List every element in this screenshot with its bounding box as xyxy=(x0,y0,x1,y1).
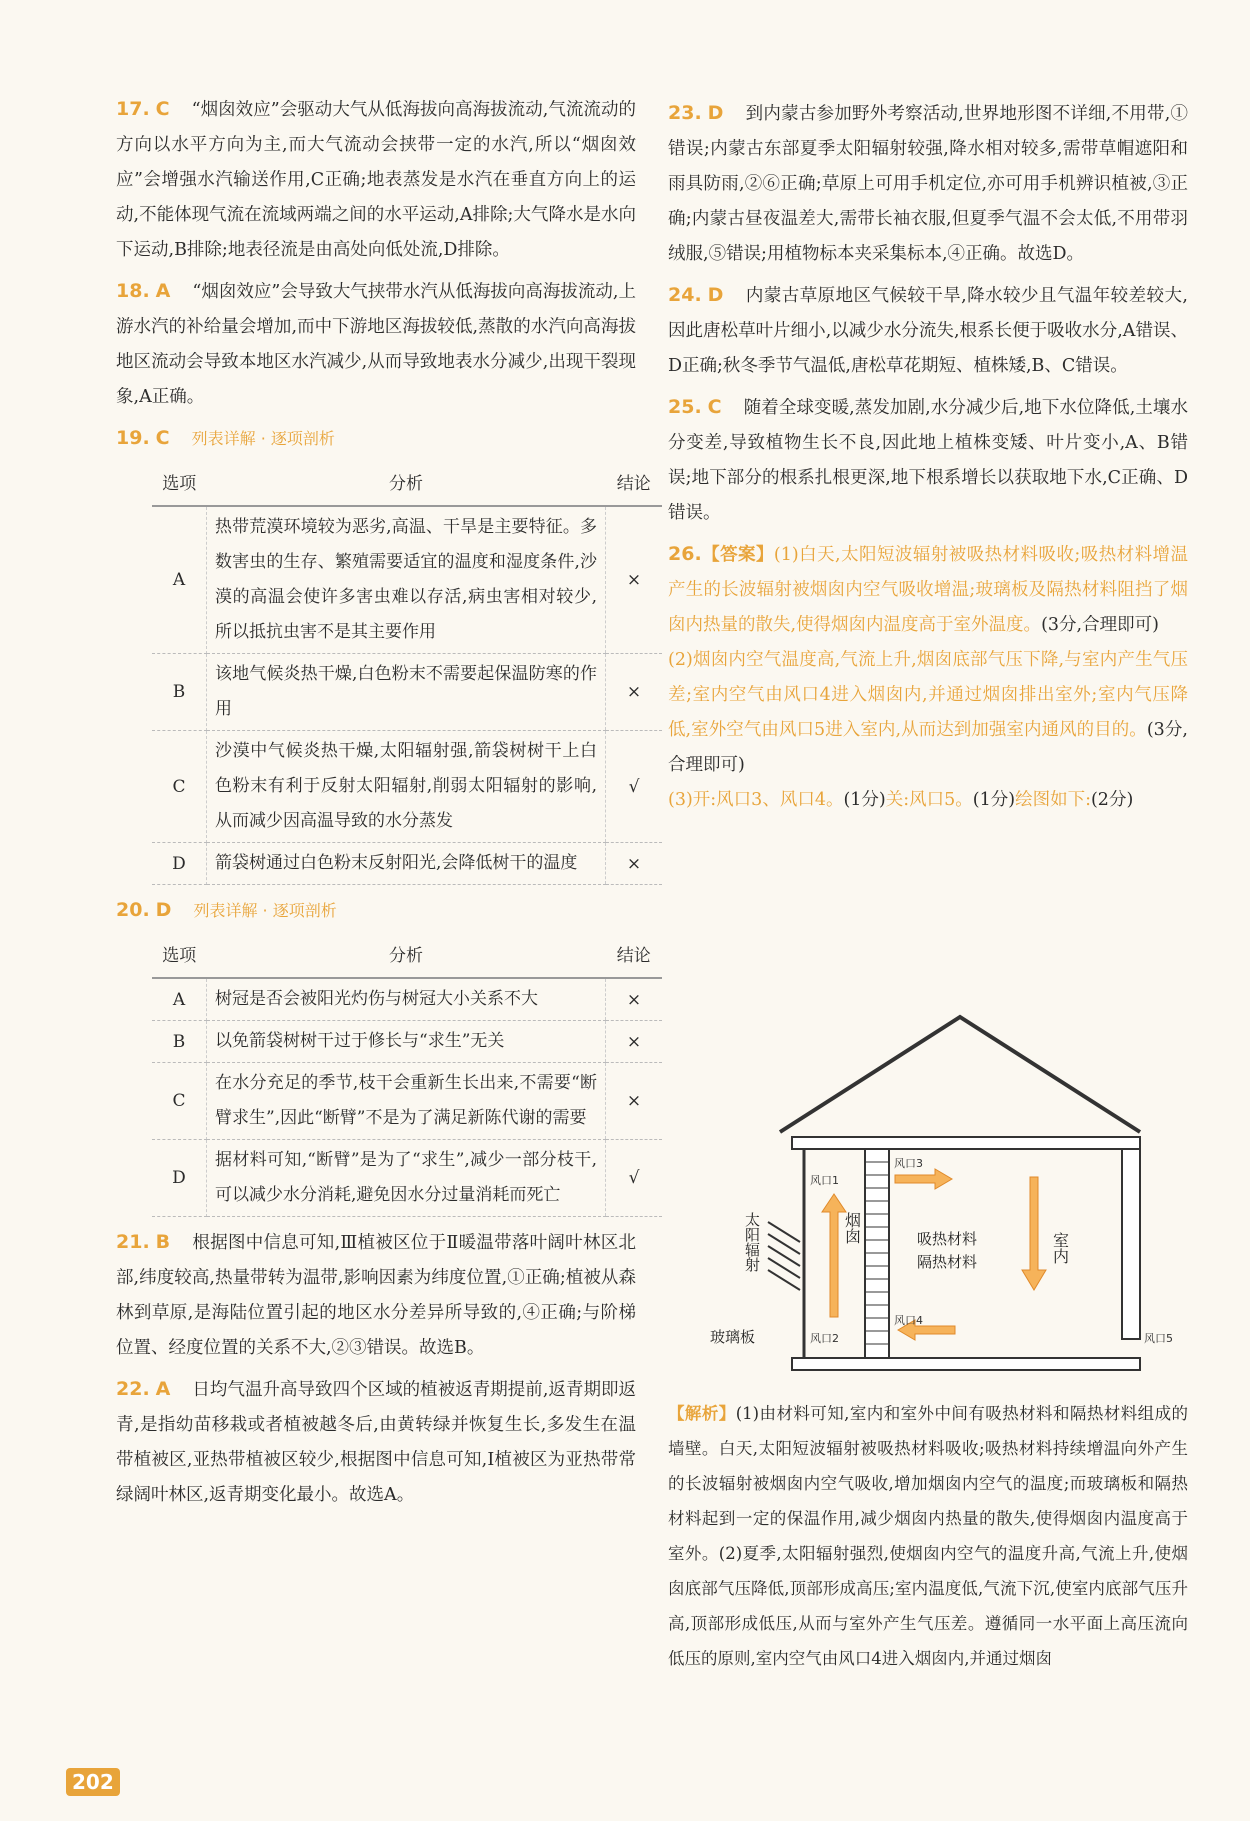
question-23: 23. D 到内蒙古参加野外考察活动,世界地形图不详细,不用带,①错误;内蒙古东部夏季太阳辐射较强,降水相对较多,需带草帽遮阳和雨具防雨,②⑥正确;草原上可用手机定位,亦可用手机辨识植被,③正确;内蒙古昼夜温差大,需带长袖衣服,但夏季气温不会太低,不用带羽绒服,⑤错误;用植物标本夹采集标本,④正确。故选D。 xyxy=(668,102,1188,264)
table-row: D 据材料可知,“断臂”是为了“求生”,减少一部分枝干,可以减少水分消耗,避免因水分过量消耗而死亡 √ xyxy=(152,1140,662,1217)
table-row: A 热带荒漠环境较为恶劣,高温、干旱是主要特征。多数害虫的生存、繁殖需要适宜的温度和湿度条件,沙漠的高温会使许多害虫难以存活,病虫害相对较少,所以抵抗虫害不是其主要作用 × xyxy=(152,506,662,654)
question-24: 24. D 内蒙古草原地区气候较干旱,降水较少且气温年较差较大,因此唐松草叶片细小,以减少水分流失,根系长便于吸收水分,A错误、D正确;秋冬季节气温低,唐松草花期短、植株矮,B、C错误。 xyxy=(668,284,1188,376)
indoor-label: 室内 xyxy=(1050,1232,1070,1264)
table-row: C 在水分充足的季节,枝干会重新生长出来,不需要“断臂求生”,因此“断臂”不是为了满足新陈代谢的需要 × xyxy=(152,1063,662,1140)
table-header: 结论 xyxy=(606,935,663,978)
floor-wall xyxy=(792,1358,1140,1370)
vent3-label: 风口3 xyxy=(894,1157,923,1170)
chimney-house-diagram xyxy=(710,1012,1200,1392)
question-20-header: 20. D 列表详解 · 逐项剖析 xyxy=(116,899,337,921)
table-header: 选项 xyxy=(152,935,207,978)
sun-rays xyxy=(768,1222,800,1290)
insul-label: 隔热材料 xyxy=(917,1253,978,1271)
right-column xyxy=(668,96,1188,824)
table-header: 选项 xyxy=(152,463,207,506)
sun-label: 太阳辐射 xyxy=(743,1212,761,1272)
vent1-label: 风口1 xyxy=(810,1174,839,1187)
left-column xyxy=(116,92,651,1519)
question-26-analysis: 【解析】(1)由材料可知,室内和室外中间有吸热材料和隔热材料组成的墙壁。白天,太阳短波辐射被吸热材料吸收;吸热材料持续增温向外产生的长波辐射被烟囱内空气吸收,增加烟囱内空气的温度;而玻璃板和隔热材料起到一定的保温作用,减少烟囱内热量的散失,使得烟囱内温度高于室外。(2)夏季,太阳辐射强烈,使烟囱内空气的温度升高,气流上升,使烟囱底部气压降低,顶部形成高压;室内温度低,气流下沉,使室内底部气压升高,顶部形成低压,从而与室外产生气压差。遵循同一水平面上高压流向低压的原则,室内空气由风口4进入烟囱内,并通过烟囱 xyxy=(668,1404,1188,1668)
q20-table xyxy=(152,935,662,1217)
table-row: A 树冠是否会被阳光灼伤与树冠大小关系不大 × xyxy=(152,978,662,1021)
right-wall xyxy=(1122,1149,1140,1339)
table-header: 分析 xyxy=(207,935,606,978)
question-21: 21. B 根据图中信息可知,Ⅲ植被区位于Ⅱ暖温带落叶阔叶林区北部,纬度较高,热量带转为温带,影响因素为纬度位置,①正确;植被从森林到草原,是海陆位置引起的地区水分差异所导致的,④正确;与阶梯位置、经度位置的关系不大,②③错误。故选B。 xyxy=(116,1231,636,1358)
ceiling-wall xyxy=(792,1137,1140,1149)
question-25: 25. C 随着全球变暖,蒸发加剧,水分减少后,地下水位降低,土壤水分变差,导致植物生长不良,因此地上植株变矮、叶片变小,A、B错误;地下部分的根系扎根更深,地下根系增长以获取地下水,C正确、D错误。 xyxy=(668,396,1188,523)
table-row: B 该地气候炎热干燥,白色粉末不需要起保温防寒的作用 × xyxy=(152,654,662,731)
table-row: B 以免箭袋树树干过于修长与“求生”无关 × xyxy=(152,1021,662,1063)
vent3-arrow xyxy=(895,1169,952,1189)
page-footer xyxy=(66,1770,120,1794)
question-22: 22. A 日均气温升高导致四个区域的植被返青期提前,返青期即返青,是指幼苗移栽或者植被越冬后,由黄转绿并恢复生长,多发生在温带植被区,亚热带植被区较少,根据图中信息可知,Ⅰ植被区为亚热带常绿阔叶林区,返青期变化最小。故选A。 xyxy=(116,1378,636,1505)
table-row: D 箭袋树通过白色粉末反射阳光,会降低树干的温度 × xyxy=(152,843,662,885)
question-19-header: 19. C 列表详解 · 逐项剖析 xyxy=(116,427,335,449)
q19-table xyxy=(152,463,662,885)
question-26-answer: 26.【答案】(1)白天,太阳短波辐射被吸热材料吸收;吸热材料增温产生的长波辐射被烟囱内空气吸收增温;玻璃板及隔热材料阻挡了烟囱内热量的散失,使得烟囱内温度高于室外温度。(3分,合理即可) (2)烟囱内空气温度高,气流上升,烟囱底部气压下降,与室内产生气压差;室内空气由风口4进入烟囱内,并通过烟囱排出室外;室内气压降低,室外空气由风口5进入室内,从而达到加强室内通风的目的。(3分,合理即可) (3)开:风口3、风口4。(1分)关:风口5。(1分)绘图如下:(2分) xyxy=(668,543,1188,810)
absorb-label: 吸热材料 xyxy=(917,1230,978,1248)
indoor-down-arrow xyxy=(1022,1177,1046,1290)
vent4-label: 风口4 xyxy=(894,1314,923,1327)
roof-line xyxy=(780,1017,1140,1132)
glass-label: 玻璃板 xyxy=(710,1328,756,1346)
question-18: 18. A “烟囱效应”会导致大气挟带水汽从低海拔向高海拔流动,上游水汽的补给量会增加,而中下游地区海拔较低,蒸散的水汽向高海拔地区流动会导致本地区水汽减少,从而导致地表水分减少,出现干裂现象,A正确。 xyxy=(116,280,636,407)
table-header: 分析 xyxy=(207,463,606,506)
page-number: 202 xyxy=(66,1768,120,1796)
vent2-label: 风口2 xyxy=(810,1332,839,1345)
question-17: 17. C “烟囱效应”会驱动大气从低海拔向高海拔流动,气流流动的方向以水平方向为主,而大气流动会挟带一定的水汽,所以“烟囱效应”会增强水汽输送作用,C正确;地表蒸发是水汽在垂直方向上的运动,不能体现气流在流域两端之间的水平运动,A排除;大气降水是水向下运动,B排除;地表径流是由高处向低处流,D排除。 xyxy=(116,98,636,260)
vent5-label: 风口5 xyxy=(1144,1332,1173,1345)
table-header: 结论 xyxy=(606,463,663,506)
chimney-label: 烟囱 xyxy=(842,1212,862,1244)
table-row: C 沙漠中气候炎热干燥,太阳辐射强,箭袋树树干上白色粉末有利于反射太阳辐射,削弱太阳辐射的影响,从而减少因高温导致的水分蒸发 √ xyxy=(152,731,662,843)
